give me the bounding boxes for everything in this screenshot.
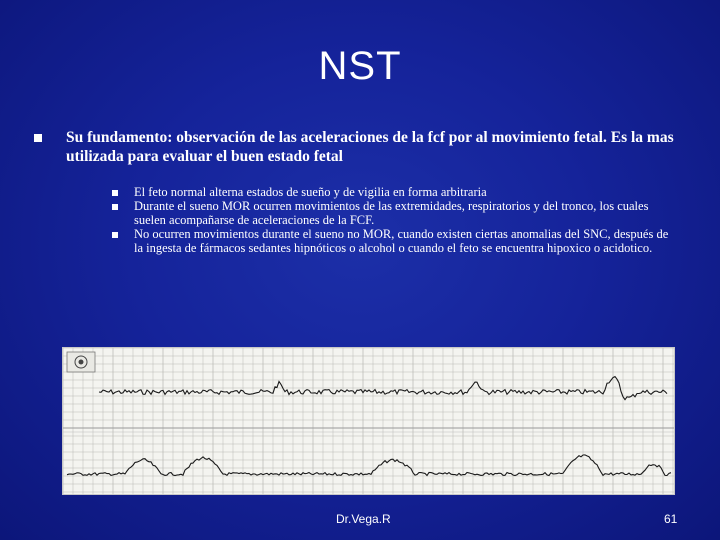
slide-title: NST <box>318 44 402 88</box>
uterine-activity-trace <box>67 455 671 476</box>
footer-author: Dr.Vega.R <box>336 512 391 526</box>
sub-bullet-text: El feto normal alterna estados de sueño y de vigilia en forma arbitraria <box>134 185 487 199</box>
page-number: 61 <box>664 512 678 526</box>
main-bullet-text: Su fundamento: observación de las aceleraciones de la fcf por al movimiento fetal. Es la mas utilizada para evaluar el buen estado fetal <box>66 129 674 165</box>
hospital-seal-icon <box>67 352 95 372</box>
sub-bullet-list <box>112 186 672 256</box>
square-bullet-icon <box>34 134 42 142</box>
square-bullet-icon <box>112 232 118 238</box>
sub-bullet <box>112 186 672 199</box>
sub-bullet-text: No ocurren movimientos durante el sueno no MOR, cuando existen ciertas anomalias del SNC, después de la ingesta de fármacos sedantes hipnóticos o alcohol o cuando el feto se encuentra hipoxico o acidotico. <box>134 227 669 255</box>
main-bullet <box>34 128 694 166</box>
sub-bullet-text: Durante el sueno MOR ocurren movimientos de las extremidades, respiratorios y del tronco, los cuales suelen acompañarse de aceleraciones de la FCF. <box>134 199 649 227</box>
sub-bullet <box>112 228 672 255</box>
ctg-trace-image <box>62 347 675 495</box>
ctg-trace-svg <box>63 348 674 494</box>
square-bullet-icon <box>112 190 118 196</box>
square-bullet-icon <box>112 204 118 210</box>
sub-bullet <box>112 200 672 227</box>
